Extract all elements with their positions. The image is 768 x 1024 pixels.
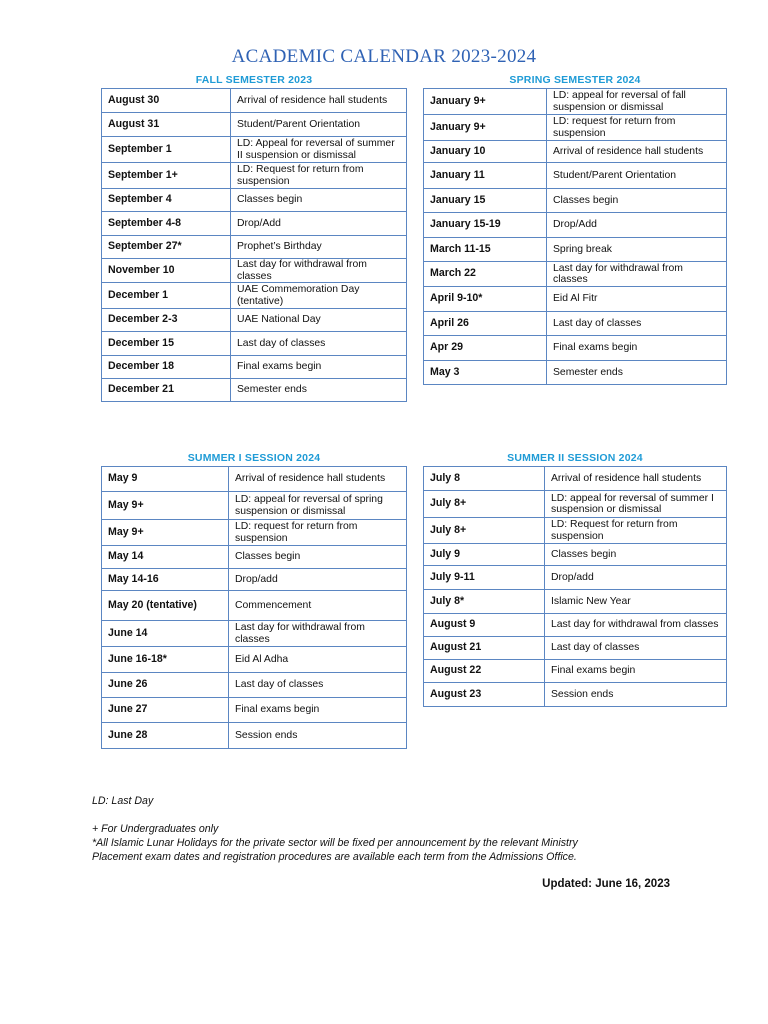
row-event: Classes begin [229,546,407,569]
spring-semester-section [423,73,727,385]
row-event: Semester ends [547,361,727,385]
summer1-session-section [101,451,407,749]
row-date: July 9 [424,544,545,566]
row-date: September 1+ [102,163,231,189]
row-date: December 15 [102,332,231,356]
row-date: August 9 [424,614,545,637]
table-row [424,637,727,660]
row-date: July 9-11 [424,566,545,590]
table-row [102,467,407,492]
table-row [424,238,727,262]
table-row [102,356,407,379]
spring-semester-title: SPRING SEMESTER 2024 [509,74,641,86]
summer2-session-title: SUMMER II SESSION 2024 [507,452,643,464]
row-date: July 8 [424,467,545,491]
row-event: Spring break [547,238,727,262]
table-row [102,89,407,113]
row-event: LD: Request for return from suspension [231,163,407,189]
row-date: March 22 [424,262,547,287]
table-row [102,189,407,212]
row-event: Session ends [229,723,407,749]
row-event: Final exams begin [545,660,727,683]
row-date: May 14 [102,546,229,569]
row-event: Student/Parent Orientation [547,163,727,189]
table-row [102,332,407,356]
table-row [424,361,727,385]
row-date: July 8+ [424,491,545,518]
row-date: December 21 [102,379,231,402]
row-event: Classes begin [547,189,727,213]
row-date: September 27* [102,236,231,259]
row-date: May 20 (tentative) [102,591,229,621]
row-date: January 9+ [424,115,547,141]
row-date: December 2-3 [102,309,231,332]
row-date: May 14-16 [102,569,229,591]
table-row [424,141,727,163]
row-event: Islamic New Year [545,590,727,614]
table-row [102,546,407,569]
table-row [102,137,407,163]
row-date: November 10 [102,259,231,283]
row-date: January 15 [424,189,547,213]
row-event: Semester ends [231,379,407,402]
table-row [102,113,407,137]
note-undergraduates: + For Undergraduates only [92,823,219,835]
row-event: LD: Appeal for reversal of summer II suspension or dismissal [231,137,407,163]
summer2-session-section [423,451,727,707]
table-row [102,492,407,520]
row-event: Last day for withdrawal from classes [545,614,727,637]
table-row [424,312,727,336]
table-row [102,673,407,698]
row-date: May 9 [102,467,229,492]
table-row [102,591,407,621]
table-row [424,660,727,683]
row-event: LD: appeal for reversal of summer I suspension or dismissal [545,491,727,518]
fall-semester-section [101,73,407,402]
row-event: Last day of classes [547,312,727,336]
table-row [102,698,407,723]
row-date: September 4-8 [102,212,231,236]
row-date: December 1 [102,283,231,309]
row-event: Last day of classes [545,637,727,660]
table-row [424,287,727,312]
row-event: Final exams begin [547,336,727,361]
summer1-session-title: SUMMER I SESSION 2024 [187,452,321,464]
row-date: May 3 [424,361,547,385]
table-row [424,115,727,141]
row-event: Arrival of residence hall students [545,467,727,491]
row-event: Last day of classes [231,332,407,356]
summer1-session-table [101,466,407,749]
row-date: August 23 [424,683,545,707]
row-event: Prophet’s Birthday [231,236,407,259]
row-event: Commencement [229,591,407,621]
row-date: September 4 [102,189,231,212]
row-event: Eid Al Fitr [547,287,727,312]
row-date: July 8* [424,590,545,614]
row-event: Student/Parent Orientation [231,113,407,137]
table-row [424,336,727,361]
row-date: April 26 [424,312,547,336]
row-event: Last day of classes [229,673,407,698]
summer2-session-table [423,466,727,707]
row-event: Drop/add [545,566,727,590]
row-event: LD: Request for return from suspension [545,518,727,544]
row-date: June 16-18* [102,647,229,673]
table-row [424,683,727,707]
footnotes [92,794,578,864]
note-placement: Placement exam dates and registration procedures are available each term from the Admissions Office. [92,851,577,863]
row-event: Arrival of residence hall students [231,89,407,113]
row-event: Drop/Add [231,212,407,236]
row-event: Arrival of residence hall students [229,467,407,492]
row-event: Final exams begin [229,698,407,723]
row-date: May 9+ [102,520,229,546]
table-row [102,309,407,332]
table-row [424,566,727,590]
fall-semester-table [101,88,407,402]
table-row [102,259,407,283]
row-date: May 9+ [102,492,229,520]
row-event: UAE National Day [231,309,407,332]
row-event: Drop/add [229,569,407,591]
row-event: LD: request for return from suspension [229,520,407,546]
fall-semester-title: FALL SEMESTER 2023 [195,74,313,86]
row-date: August 22 [424,660,545,683]
table-row [424,590,727,614]
row-event: UAE Commemoration Day (tentative) [231,283,407,309]
row-date: June 27 [102,698,229,723]
row-event: Eid Al Adha [229,647,407,673]
row-date: June 28 [102,723,229,749]
row-date: January 15-19 [424,213,547,238]
table-row [102,236,407,259]
table-row [424,518,727,544]
row-date: April 9-10* [424,287,547,312]
table-row [424,467,727,491]
table-row [424,614,727,637]
row-date: June 26 [102,673,229,698]
row-date: December 18 [102,356,231,379]
table-row [424,491,727,518]
table-row [102,569,407,591]
row-event: Session ends [545,683,727,707]
row-event: Drop/Add [547,213,727,238]
row-event: Last day for withdrawal from classes [229,621,407,647]
row-date: January 9+ [424,89,547,115]
row-date: June 14 [102,621,229,647]
note-ld: LD: Last Day [92,795,154,807]
row-event: LD: appeal for reversal of fall suspension or dismissal [547,89,727,115]
row-date: March 11-15 [424,238,547,262]
table-row [424,213,727,238]
row-date: August 30 [102,89,231,113]
row-event: Classes begin [231,189,407,212]
table-row [102,520,407,546]
note-lunar-holidays: *All Islamic Lunar Holidays for the private sector will be fixed per announcement by the relevant Ministry [92,837,578,849]
row-date: August 21 [424,637,545,660]
row-date: January 11 [424,163,547,189]
table-row [424,163,727,189]
row-event: Last day for withdrawal from classes [231,259,407,283]
row-date: August 31 [102,113,231,137]
table-row [102,379,407,402]
table-row [102,283,407,309]
table-row [424,89,727,115]
table-row [102,163,407,189]
row-event: Last day for withdrawal from classes [547,262,727,287]
row-event: LD: request for return from suspension [547,115,727,141]
updated-date: Updated: June 16, 2023 [542,878,670,890]
row-date: Apr 29 [424,336,547,361]
table-row [424,189,727,213]
row-date: July 8+ [424,518,545,544]
table-row [424,544,727,566]
table-row [424,262,727,287]
row-event: Final exams begin [231,356,407,379]
row-event: Classes begin [545,544,727,566]
table-row [102,723,407,749]
table-row [102,621,407,647]
row-event: Arrival of residence hall students [547,141,727,163]
row-event: LD: appeal for reversal of spring suspension or dismissal [229,492,407,520]
row-date: January 10 [424,141,547,163]
table-row [102,212,407,236]
table-row [102,647,407,673]
spring-semester-table [423,88,727,385]
row-date: September 1 [102,137,231,163]
page-title: ACADEMIC CALENDAR 2023-2024 [231,46,537,67]
